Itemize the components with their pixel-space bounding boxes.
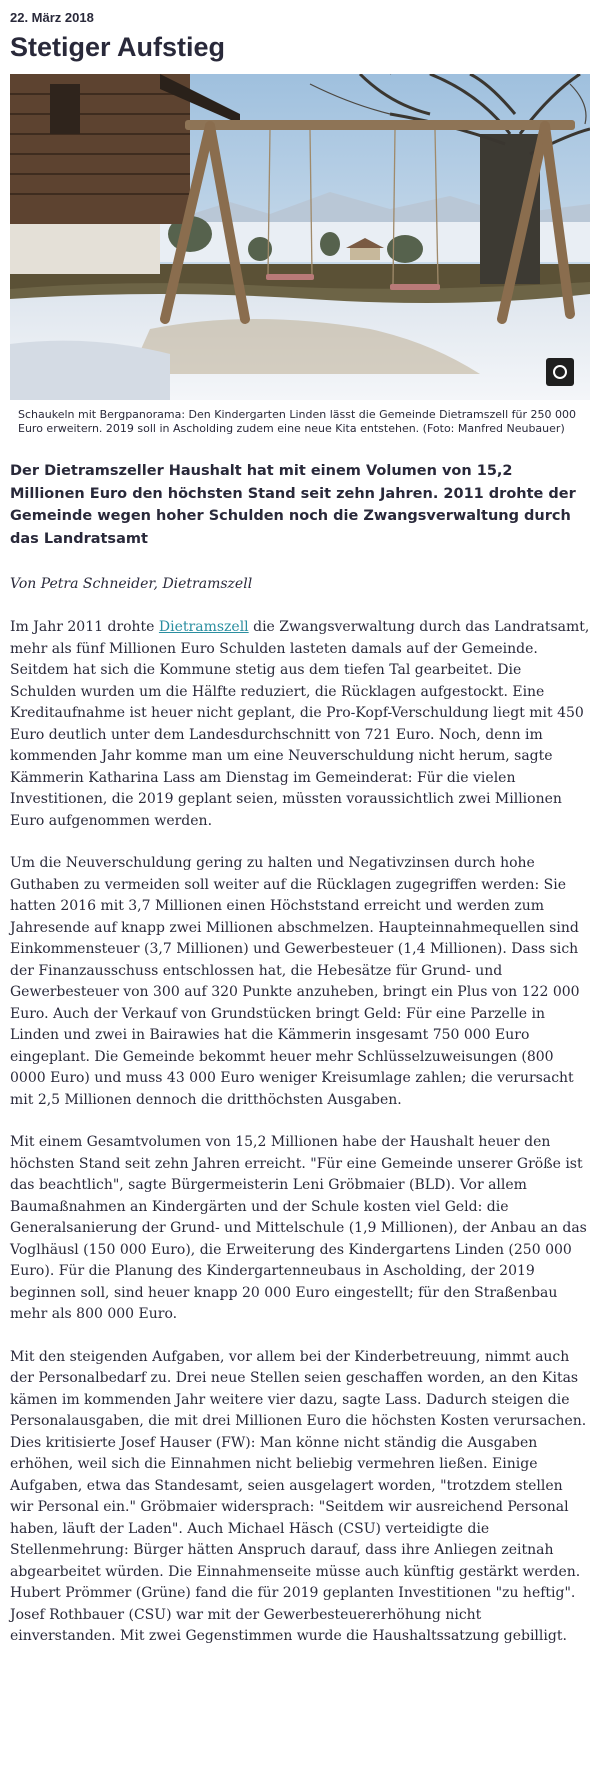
camera-icon (553, 365, 567, 379)
paragraph-2: Um die Neuverschuldung gering zu halten und Negativzinsen durch hohe Guthaben zu vermeiden soll weiter auf die Rücklagen zugegriffen werden: Sie hatten 2016 mit 3,7 Millionen einen Höchststand erreicht und werden zum Jahresende auf knapp zwei Millionen abschmelzen. Haupteinnahmequellen sind Einkommensteuer (3,7 Millionen) und Gewerbesteuer (1,4 Millionen). Dass sich der Finanzausschuss entschlossen hat, die Hebesätze für Grund- und Gewerbesteuer von 300 auf 320 Punkte anzuheben, bringt ein Plus von 122 000 Euro. Auch der Verkauf von Grundstücken bringt Geld: Für eine Parzelle in Linden und zwei in Bairawies hat die Kämmerin insgesamt 750 000 Euro eingeplant. Die Gemeinde bekommt heuer mehr Schlüsselzuweisungen (800 0000 Euro) und muss 43 000 Euro weniger Kreisumlage zahlen; die verursacht mit 2,5 Millionen dennoch die dritthöchsten Ausgaben. (10, 855, 580, 1108)
playground-photo (10, 74, 590, 400)
image-caption: Schaukeln mit Bergpanorama: Den Kindergarten Linden lässt die Gemeinde Dietramszell für 250 000 Euro erweitern. 2019 soll in Ascholding zudem eine neue Kita entstehen. (Foto: Manfred Neubauer) (18, 408, 576, 435)
article-lead: Der Dietramszeller Haushalt hat mit einem Volumen von 15,2 Millionen Euro den höchsten Stand seit zehn Jahren. 2011 drohte der Gemeinde wegen hoher Schulden noch die Zwangsverwaltung durch das Landratsamt (10, 463, 576, 547)
paragraph-3: Mit einem Gesamtvolumen von 15,2 Millionen habe der Haushalt heuer den höchsten Stand seit zehn Jahren erreicht. "Für eine Gemeinde unserer Größe ist das beachtlich", sagte Bürgermeisterin Leni Gröbmaier (BLD). Vor allem Baumaßnahmen an Kindergärten und der Schule kosten viel Geld: die Generalsanierung der Grund- und Mittelschule (1,9 Millionen), der Anbau an das Voglhäusl (150 000 Euro), die Erweiterung des Kindergartens Linden (250 000 Euro). Für die Planung des Kindergartenneubaus in Ascholding, der 2019 beginnen soll, sind heuer knapp 20 000 Euro eingestellt; für den Straßenbau mehr als 800 000 Euro. (10, 1134, 587, 1322)
article-title: Stetiger Aufstieg (10, 32, 226, 62)
paragraph-4: Mit den steigenden Aufgaben, vor allem bei der Kinderbetreuung, nimmt auch der Personalbedarf zu. Drei neue Stellen seien geschaffen worden, an den Kitas kämen im kommenden Jahr weitere vier dazu, sagte Lass. Dadurch steigen die Personalausgaben, die mit drei Millionen Euro die höchsten Kosten verursachen. Dies kritisierte Josef Hauser (FW): Man könne nicht ständig die Ausgaben erhöhen, weil sich die Einnahmen nicht beliebig vermehren ließen. Einige Aufgaben, etwa das Standesamt, seien ausgelagert worden, "trotzdem stellen wir Personal ein." Gröbmaier widersprach: "Seitdem wir ausreichend Personal haben, läuft der Laden". Auch Michael Häsch (CSU) verteidigte die Stellenmehrung: Bürger hätten Anspruch darauf, dass ihre Anliegen zeitnah abgearbeitet würden. Die Einnahmenseite müsse auch künftig gestärkt werden. Hubert Prömmer (Grüne) fand die für 2019 geplanten Investitionen "zu heftig". Josef Rothbauer (CSU) war mit der Gewerbesteuererhöhung nicht einverstanden. Mit zwei Gegenstimmen wurde die Haushaltssatzung gebilligt. (10, 1348, 587, 1644)
article-image[interactable] (10, 74, 590, 400)
paragraph-1: Im Jahr 2011 drohte Dietramszell die Zwangsverwaltung durch das Landratsamt, mehr als fünf Millionen Euro Schulden lasteten damals auf der Gemeinde. Seitdem hat sich die Kommune stetig aus dem tiefen Tal gearbeitet. Die Schulden wurden um die Hälfte reduziert, die Rücklagen aufgestockt. Eine Kreditaufnahme ist heuer nicht geplant, die Pro-Kopf-Verschuldung liegt mit 450 Euro deutlich unter dem Landesdurchschnitt von 721 Euro. Noch, denn im kommenden Jahr komme man um eine Neuverschuldung nicht herum, sagte Kämmerin Katharina Lass am Dienstag im Gemeinderat: Für die vielen Investitionen, die 2019 geplant seien, müssten voraussichtlich zwei Millionen Euro aufgenommen werden. (10, 619, 590, 829)
article-author: Von Petra Schneider, Dietramszell (10, 576, 253, 592)
article-date: 22. März 2018 (10, 10, 94, 25)
location-link[interactable]: Dietramszell (158, 619, 249, 635)
photo-info-button[interactable] (546, 358, 574, 386)
